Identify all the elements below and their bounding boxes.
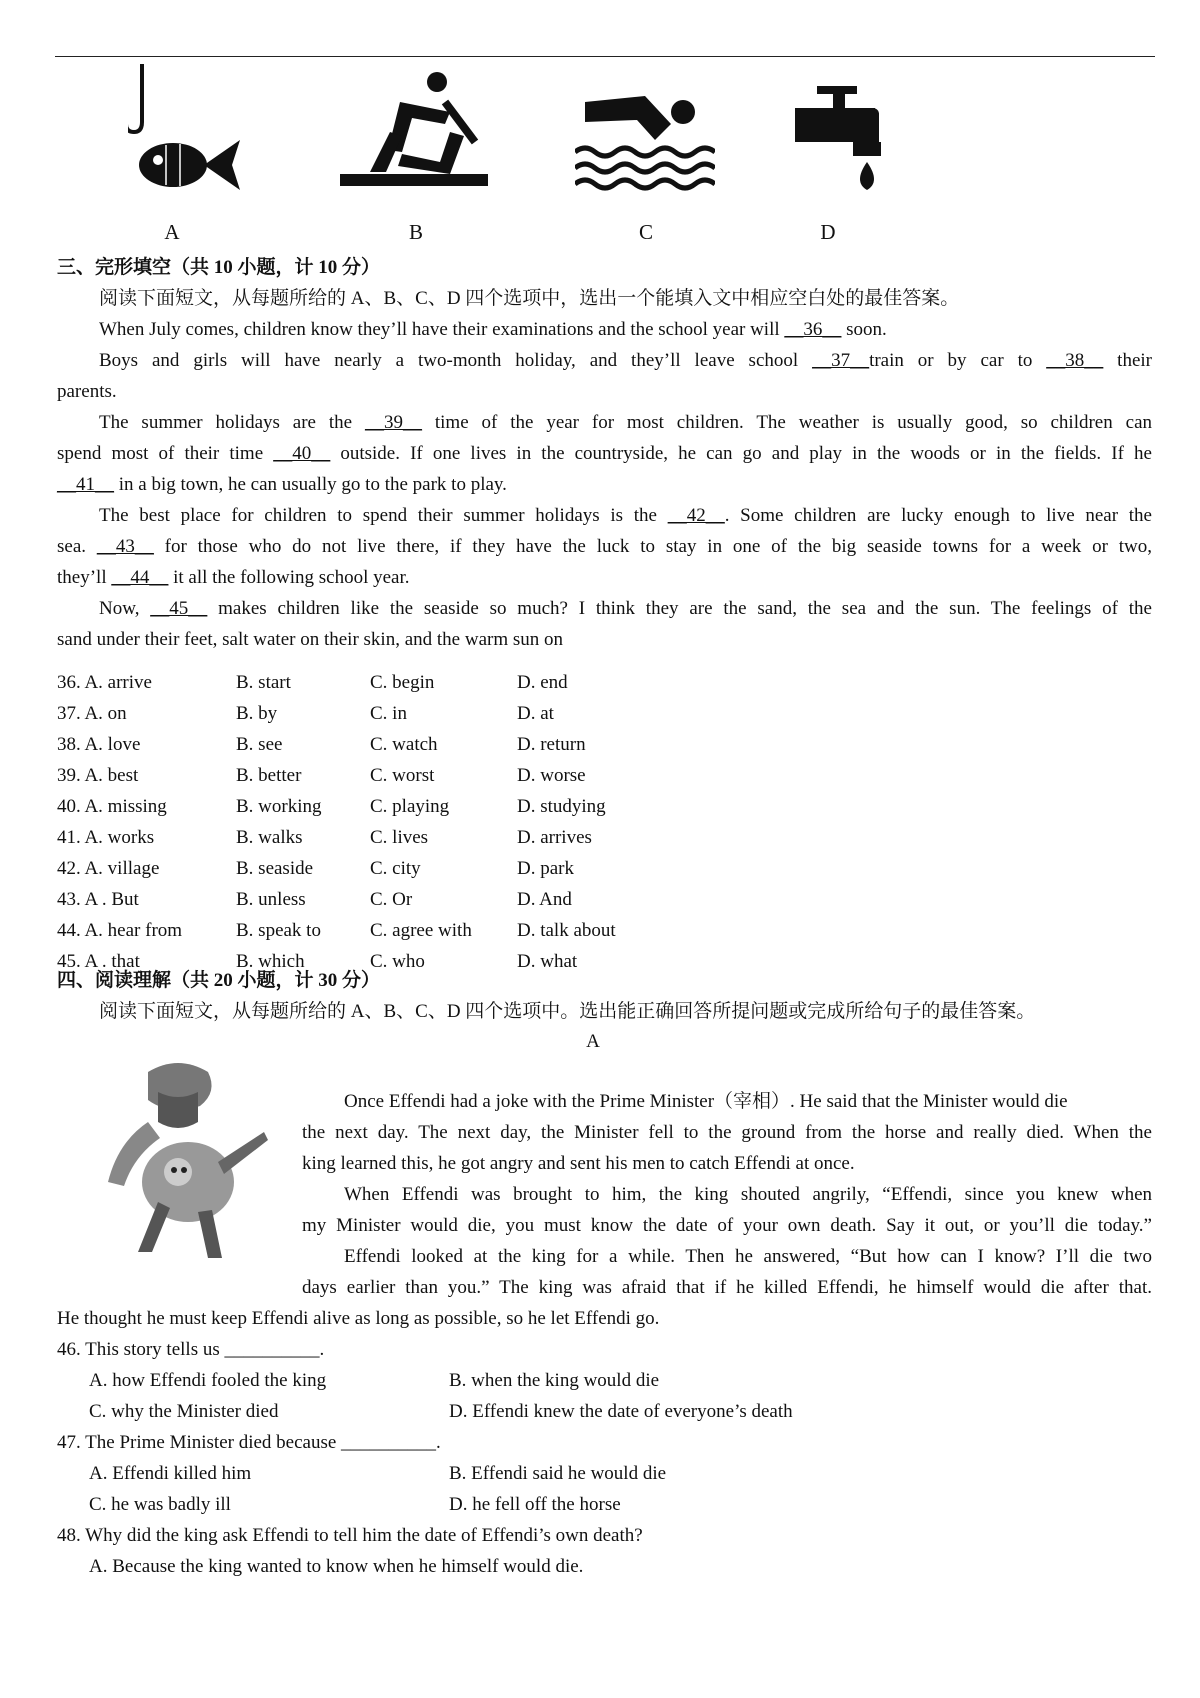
cloze-option-b[interactable]: B. walks (236, 827, 303, 848)
cloze-option-b[interactable]: B. by (236, 703, 278, 724)
cloze-option-d[interactable]: D. arrives (517, 827, 592, 848)
passage-line: When Effendi was brought to him, the king shouted angrily, “Effendi, since you knew when (344, 1184, 1152, 1205)
cloze-option-d[interactable]: D. return (517, 734, 586, 755)
cloze-question-option-a[interactable]: 41. A. works (57, 827, 155, 848)
cloze-question-option-a[interactable]: 40. A. missing (57, 796, 167, 817)
picture-label-c: C (638, 220, 653, 244)
cloze-paragraph-line: The best place for children to spend their summer holidays is the __42__. Some children are lucky enough to live near the (99, 505, 1152, 526)
cloze-option-d[interactable]: D. And (517, 889, 572, 910)
cloze-option-d[interactable]: D. worse (517, 765, 586, 786)
passage-line: He thought he must keep Effendi alive as long as possible, so he let Effendi go. (57, 1308, 660, 1329)
cloze-option-c[interactable]: C. begin (370, 672, 435, 693)
picture-row (0, 62, 1200, 212)
section4-heading: 四、阅读理解（共 20 小题，计 30 分） (57, 970, 381, 991)
passage-line: Effendi looked at the king for a while. Then he answered, “But how can I know? I’ll die two (344, 1246, 1152, 1267)
cloze-paragraph-line: parents. (57, 381, 117, 402)
cloze-option-b[interactable]: B. see (236, 734, 283, 755)
option-46a[interactable]: A. how Effendi fooled the king (89, 1370, 327, 1391)
cloze-paragraph-line: sand under their feet, salt water on their skin, and the warm sun on (57, 629, 563, 650)
cloze-option-b[interactable]: B. speak to (236, 920, 321, 941)
question-46: 46. This story tells us __________. (57, 1339, 325, 1360)
cloze-question-option-a[interactable]: 39. A. best (57, 765, 139, 786)
cloze-option-b[interactable]: B. which (236, 951, 305, 972)
option-46b[interactable]: B. when the king would die (449, 1370, 660, 1391)
cloze-option-b[interactable]: B. seaside (236, 858, 314, 879)
rowing-icon (340, 62, 490, 212)
cloze-option-c[interactable]: C. lives (370, 827, 429, 848)
water-tap-icon (795, 62, 905, 212)
option-47b[interactable]: B. Effendi said he would die (449, 1463, 667, 1484)
cloze-option-d[interactable]: D. what (517, 951, 578, 972)
option-47a[interactable]: A. Effendi killed him (89, 1463, 252, 1484)
cloze-paragraph-line: Now, __45__ makes children like the seaside so much? I think they are the sand, the sea and the sun. The feelings of the (99, 598, 1152, 619)
cloze-option-b[interactable]: B. start (236, 672, 291, 693)
option-46c[interactable]: C. why the Minister died (89, 1401, 279, 1422)
option-47d[interactable]: D. he fell off the horse (449, 1494, 621, 1515)
section3-heading: 三、完形填空（共 10 小题，计 10 分） (57, 257, 381, 278)
cloze-option-d[interactable]: D. end (517, 672, 568, 693)
cloze-question-option-a[interactable]: 37. A. on (57, 703, 127, 724)
cloze-option-c[interactable]: C. agree with (370, 920, 472, 941)
cloze-option-d[interactable]: D. at (517, 703, 554, 724)
cloze-question-option-a[interactable]: 44. A. hear from (57, 920, 183, 941)
top-rule (55, 56, 1155, 57)
cloze-paragraph-line: spend most of their time __40__ outside. If one lives in the countryside, he can go and play in the woods or in the fields. If he (57, 443, 1152, 464)
cloze-question-option-a[interactable]: 36. A. arrive (57, 672, 152, 693)
passage-line: Once Effendi had a joke with the Prime Minister（宰相）. He said that the Minister would die (344, 1091, 1068, 1112)
cloze-paragraph-line: they’ll __44__ it all the following school year. (57, 567, 410, 588)
cloze-option-c[interactable]: C. worst (370, 765, 435, 786)
cloze-option-d[interactable]: D. talk about (517, 920, 616, 941)
swimming-icon (575, 62, 715, 212)
cloze-option-c[interactable]: C. in (370, 703, 407, 724)
cloze-option-c[interactable]: C. playing (370, 796, 450, 817)
option-46d[interactable]: D. Effendi knew the date of everyone’s death (449, 1401, 793, 1422)
fishing-icon (128, 62, 248, 212)
option-48a[interactable]: A. Because the king wanted to know when he himself would die. (89, 1556, 584, 1577)
cloze-paragraph-line: sea. __43__ for those who do not live there, if they have the luck to stay in one of the big seaside towns for a week or two, (57, 536, 1152, 557)
cloze-paragraph-line: When July comes, children know they’ll have their examinations and the school year will __36__ soon. (99, 319, 887, 340)
question-47: 47. The Prime Minister died because __________. (57, 1432, 441, 1453)
picture-label-d: D (820, 220, 836, 244)
passage-line: my Minister would die, you must know the date of your own death. Say it out, or you’ll die today.” (302, 1215, 1152, 1236)
picture-label-a: A (164, 220, 180, 244)
cloze-question-option-a[interactable]: 43. A . But (57, 889, 139, 910)
cloze-question-option-a[interactable]: 38. A. love (57, 734, 141, 755)
cloze-question-option-a[interactable]: 42. A. village (57, 858, 160, 879)
cloze-option-c[interactable]: C. Or (370, 889, 413, 910)
cloze-option-c[interactable]: C. watch (370, 734, 438, 755)
cloze-option-b[interactable]: B. better (236, 765, 302, 786)
passage-line: king learned this, he got angry and sent his men to catch Effendi at once. (302, 1153, 855, 1174)
cloze-question-option-a[interactable]: 45. A . that (57, 951, 140, 972)
cloze-paragraph-line: __41__ in a big town, he can usually go to the park to play. (57, 474, 507, 495)
cloze-option-d[interactable]: D. studying (517, 796, 606, 817)
cloze-paragraph-line: Boys and girls will have nearly a two-month holiday, and they’ll leave school __37__train or by car to __38__ their (99, 350, 1152, 371)
cloze-option-c[interactable]: C. city (370, 858, 421, 879)
section3-instruction: 阅读下面短文，从每题所给的 A、B、C、D 四个选项中，选出一个能填入文中相应空白处的最佳答案。 (99, 288, 960, 309)
passage-line: days earlier than you.” The king was afraid that if he killed Effendi, he himself would die after that. (302, 1277, 1152, 1298)
cloze-option-b[interactable]: B. working (236, 796, 322, 817)
section4-instruction: 阅读下面短文，从每题所给的 A、B、C、D 四个选项中。选出能正确回答所提问题或完成所给句子的最佳答案。 (99, 1001, 1036, 1022)
passage-line: the next day. The next day, the Minister fell to the ground from the horse and really died. When the (302, 1122, 1152, 1143)
picture-label-b: B (408, 220, 423, 244)
cloze-option-d[interactable]: D. park (517, 858, 574, 879)
cloze-paragraph-line: The summer holidays are the __39__ time of the year for most children. The weather is usually good, so children can (99, 412, 1152, 433)
cloze-option-c[interactable]: C. who (370, 951, 425, 972)
effendi-donkey-illustration (88, 1052, 270, 1264)
question-48: 48. Why did the king ask Effendi to tell him the date of Effendi’s own death? (57, 1525, 643, 1546)
cloze-option-b[interactable]: B. unless (236, 889, 306, 910)
option-47c[interactable]: C. he was badly ill (89, 1494, 231, 1515)
passage-label: A (586, 1031, 600, 1052)
